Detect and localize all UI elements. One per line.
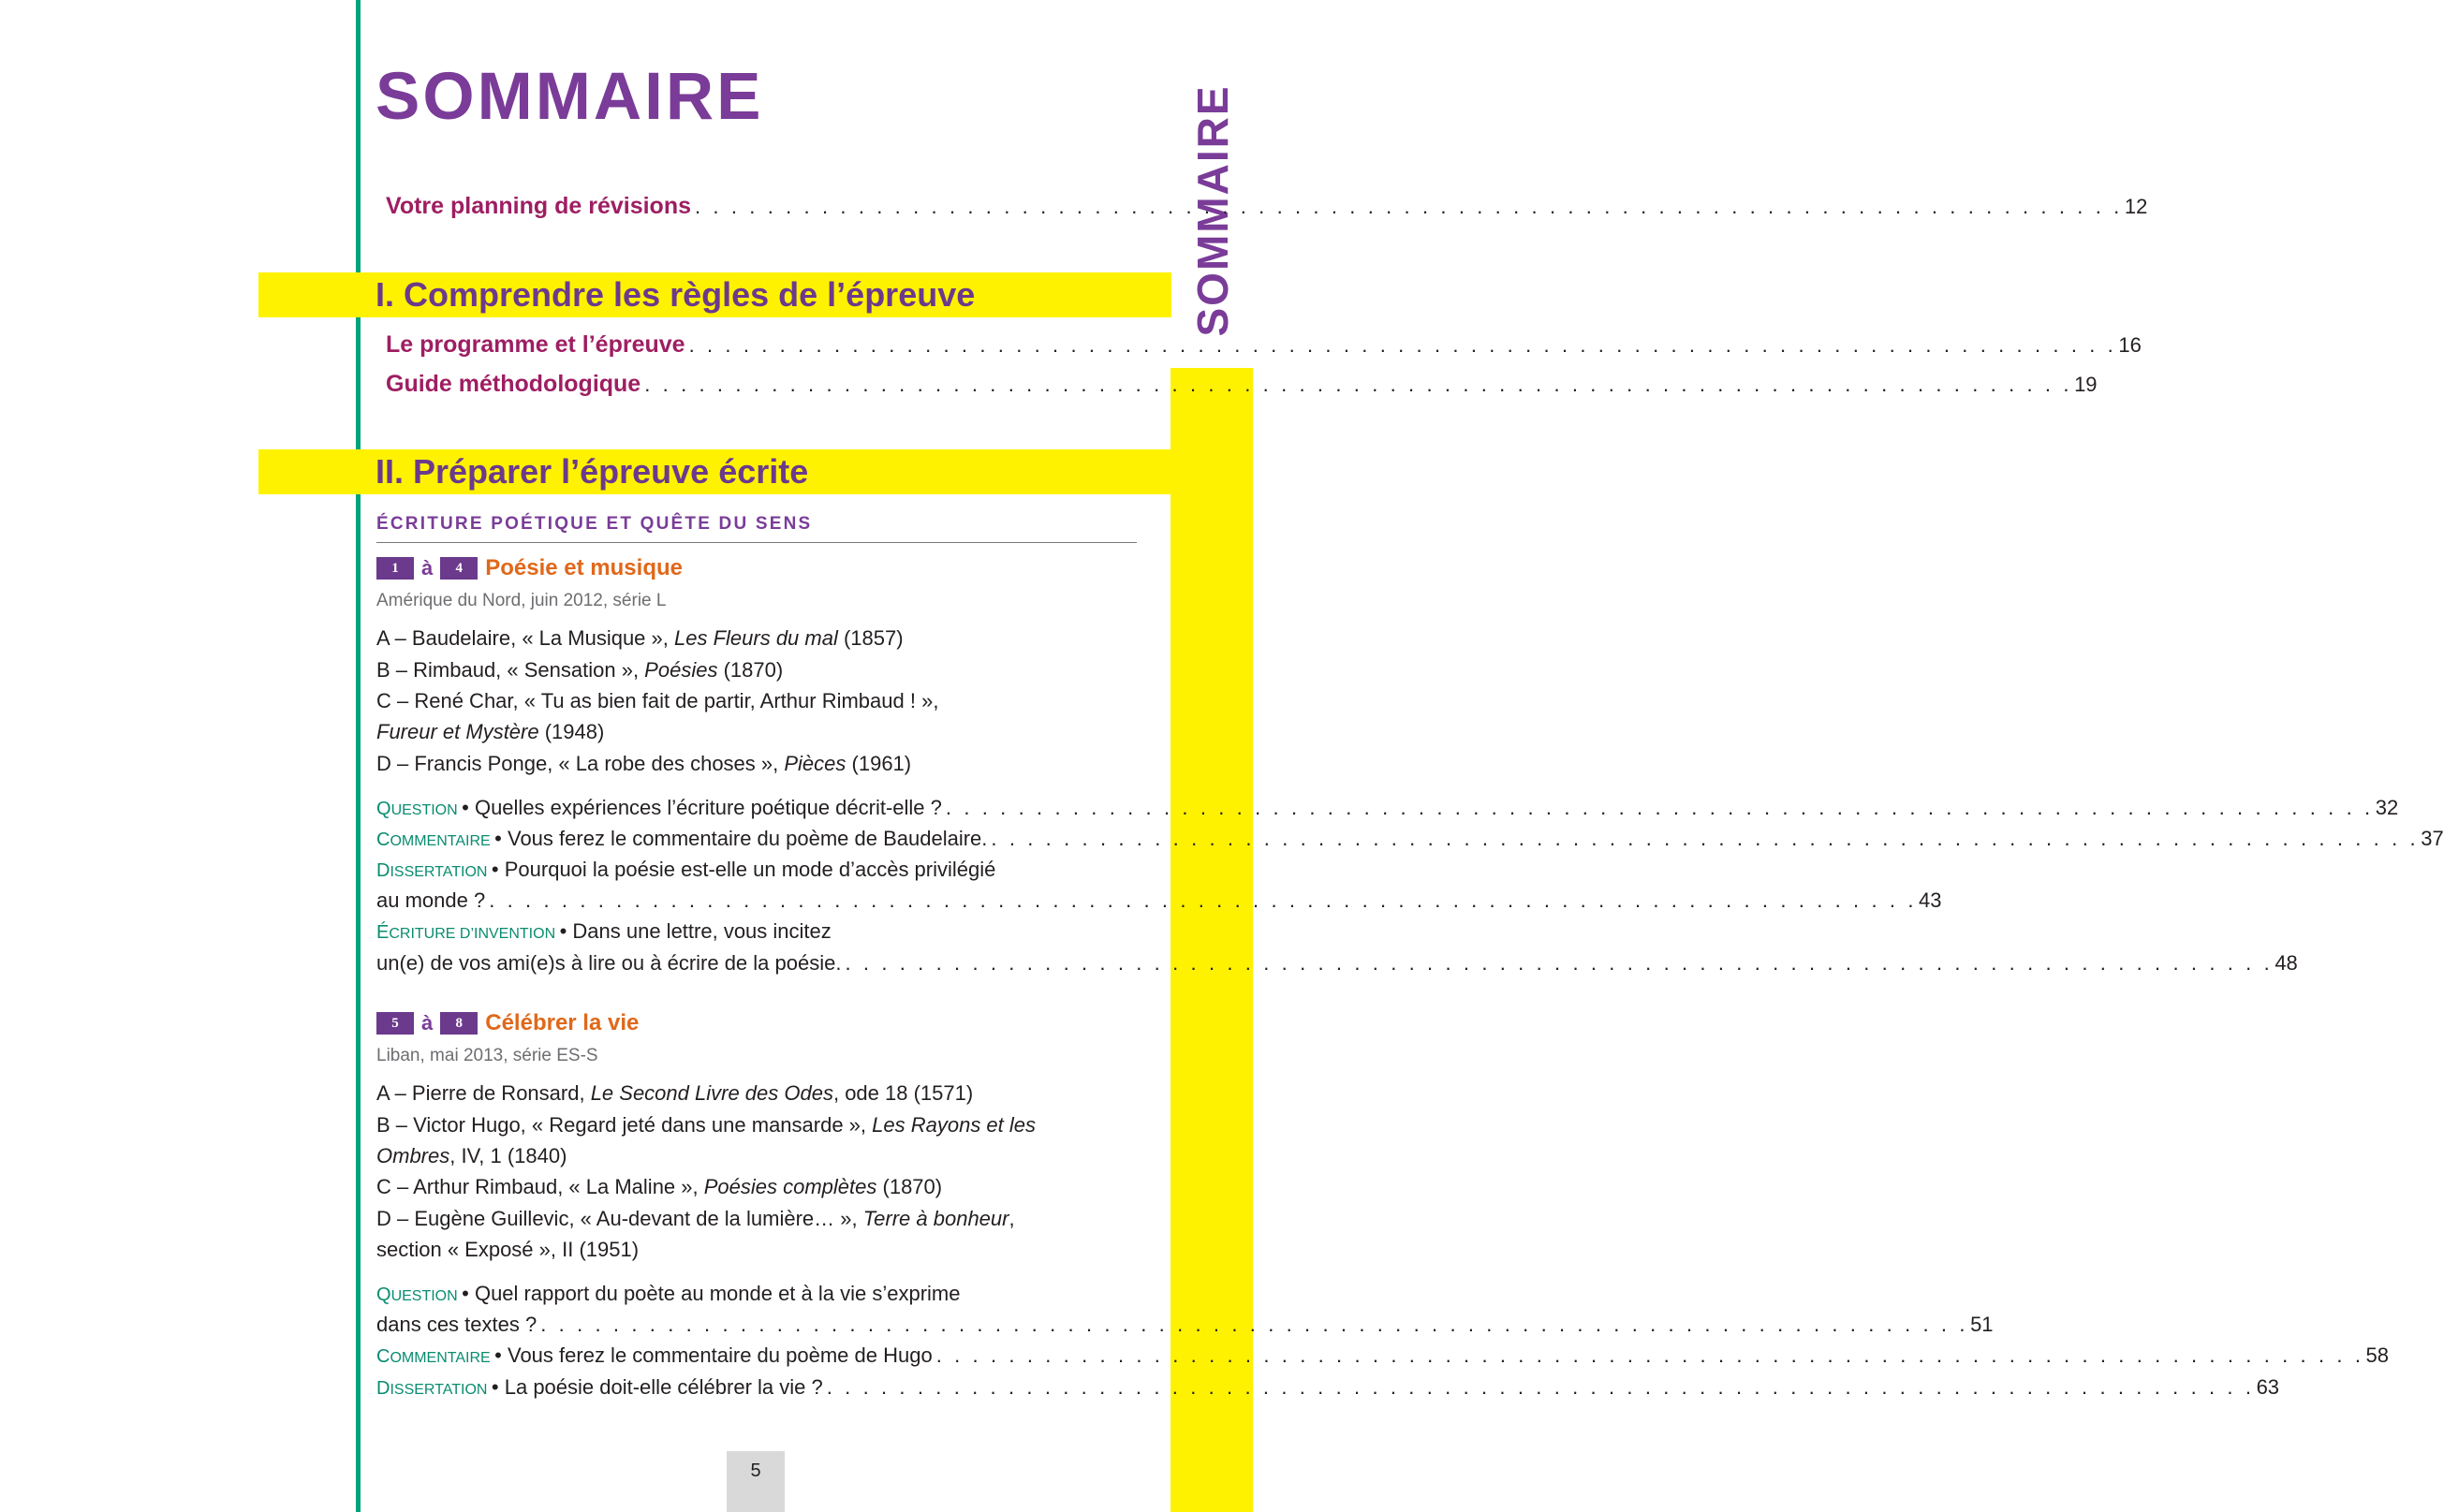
exercise-text: • Vous ferez le commentaire du poème de Baudelaire. <box>494 827 988 850</box>
exercise-type: DISSERTATION <box>376 860 488 881</box>
toc-page-number: 48 <box>2275 951 2298 975</box>
exercise-dissertation-cont[interactable] <box>376 888 1942 917</box>
subject-source: Liban, mai 2013, série ES-S <box>376 1046 598 1065</box>
exercise-type: COMMENTAIRE <box>376 829 491 850</box>
section-heading <box>376 514 1137 543</box>
exercise-type: QUESTION <box>376 799 458 819</box>
exercise-dissertation[interactable] <box>376 1375 2280 1403</box>
corpus-line: B – Victor Hugo, « Regard jeté dans une mansarde », Les Rayons et les <box>376 1113 1037 1137</box>
exercise-text: au monde ? <box>376 888 486 912</box>
exercise-text: • Pourquoi la poésie est-elle un mode d’accès privilégié <box>491 858 996 881</box>
exercise-type: QUESTION <box>376 1284 458 1305</box>
section-heading-text: ÉCRITURE POÉTIQUE ET QUÊTE DU SENS <box>376 514 813 534</box>
toc-page-number: 63 <box>2256 1375 2280 1399</box>
exercise-text: un(e) de vos ami(e)s à lire ou à écrire de la poésie. <box>376 951 842 975</box>
exercise-text: • Quelles expériences l’écriture poétique décrit-elle ? <box>462 796 942 819</box>
corpus-line: Ombres, IV, 1 (1840) <box>376 1144 567 1167</box>
exercise-invention-cont[interactable] <box>376 951 2298 979</box>
leader-dots: . . . . . . . . . . . . . . . . . . . . . . . . . . . . . . . . . . . . . . . . . . . . . . . . . . . . . . . . . . . . . . . . . . . . . . . . . . . . . . . <box>540 1313 1969 1336</box>
exercise-text: • La poésie doit-elle célébrer la vie ? <box>491 1375 823 1399</box>
toc-entry-programme[interactable] <box>376 331 2142 363</box>
corpus-line: C – Arthur Rimbaud, « La Maline », Poésies complètes (1870) <box>376 1175 943 1198</box>
exercise-text: • Quel rapport du poète au monde et à la vie s’exprime <box>462 1282 961 1305</box>
corpus-line: B – Rimbaud, « Sensation », Poésies (1870) <box>376 658 784 682</box>
exercise-question[interactable] <box>376 796 2399 824</box>
leader-dots: . . . . . . . . . . . . . . . . . . . . . . . . . . . . . . . . . . . . . . . . . . . . . . . . . . . . . . . . . . . . . . . . . . . . . . . . . . . . . . . <box>945 796 2374 819</box>
leader-dots: . . . . . . . . . . . . . . . . . . . . . . . . . . . . . . . . . . . . . . . . . . . . . . . . . . . . . . . . . . . . . . . . . . . . . . . . . . . . . . . <box>695 195 2123 218</box>
toc-entry-label: Le programme et l’épreuve <box>386 331 685 358</box>
exercise-text: dans ces textes ? <box>376 1313 537 1336</box>
exercise-commentaire[interactable] <box>376 827 2444 855</box>
exercise-text: • Dans une lettre, vous incitez <box>559 919 832 943</box>
toc-page-number: 51 <box>1970 1313 1994 1336</box>
corpus-line: Fureur et Mystère (1948) <box>376 720 605 743</box>
toc-page-number: 32 <box>2375 796 2399 819</box>
part-2-banner <box>258 449 1171 494</box>
subject-source: Amérique du Nord, juin 2012, série L <box>376 591 667 610</box>
toc-entry-label: Guide méthodologique <box>386 371 641 397</box>
leader-dots: . . . . . . . . . . . . . . . . . . . . . . . . . . . . . . . . . . . . . . . . . . . . . . . . . . . . . . . . . . . . . . . . . . . . . . . . . . . . . . . <box>935 1343 2364 1367</box>
toc-page-number: 16 <box>2118 333 2142 357</box>
subject-header[interactable] <box>376 553 683 583</box>
exercise-dissertation[interactable] <box>376 858 1128 886</box>
subject-number-badge: 8 <box>440 1012 478 1035</box>
part-1-banner <box>258 272 1171 317</box>
leader-dots: . . . . . . . . . . . . . . . . . . . . . . . . . . . . . . . . . . . . . . . . . . . . . . . . . . . . . . . . . . . . . . . . . . . . . . . . . . . . . . . <box>688 333 2117 357</box>
corpus-line: D – Francis Ponge, « La robe des choses », Pièces (1961) <box>376 752 912 775</box>
exercise-type: COMMENTAIRE <box>376 1346 491 1367</box>
side-yellow-band <box>1170 368 1253 1512</box>
corpus-line: C – René Char, « Tu as bien fait de partir, Arthur Rimbaud ! », <box>376 689 939 712</box>
subject-range-connector: à <box>421 1011 434 1035</box>
toc-page-number: 12 <box>2124 195 2148 218</box>
leader-dots: . . . . . . . . . . . . . . . . . . . . . . . . . . . . . . . . . . . . . . . . . . . . . . . . . . . . . . . . . . . . . . . . . . . . . . . . . . . . . . . <box>489 888 1918 912</box>
subject-number-badge: 4 <box>440 557 478 580</box>
exercise-question[interactable] <box>376 1282 1128 1310</box>
toc-page-number: 37 <box>2421 827 2444 850</box>
exercise-type: DISSERTATION <box>376 1378 488 1399</box>
toc-entry-guide[interactable] <box>376 371 2098 403</box>
subject-number-badge: 5 <box>376 1012 414 1035</box>
page-number-box <box>727 1451 785 1512</box>
corpus-line: A – Pierre de Ronsard, Le Second Livre des Odes, ode 18 (1571) <box>376 1081 974 1105</box>
side-tab-label: SOMMAIRE <box>1188 84 1237 337</box>
subject-range-connector: à <box>421 556 434 580</box>
part-1-title: I. Comprendre les règles de l’épreuve <box>375 275 976 314</box>
corpus-line: A – Baudelaire, « La Musique », Les Fleurs du mal (1857) <box>376 626 904 650</box>
exercise-question-cont[interactable] <box>376 1313 1994 1341</box>
exercise-commentaire[interactable] <box>376 1343 2390 1372</box>
exercise-text: • Vous ferez le commentaire du poème de Hugo <box>494 1343 933 1367</box>
corpus-line: D – Eugène Guillevic, « Au-devant de la lumière… », Terre à bonheur, <box>376 1207 1015 1230</box>
toc-entry-label: Votre planning de révisions <box>386 193 691 219</box>
leader-dots: . . . . . . . . . . . . . . . . . . . . . . . . . . . . . . . . . . . . . . . . . . . . . . . . . . . . . . . . . . . . . . . . . . . . . . . . . . . . . . . <box>826 1375 2255 1399</box>
toc-page-number: 43 <box>1919 888 1942 912</box>
corpus-line: section « Exposé », II (1951) <box>376 1238 640 1261</box>
left-margin-rule <box>356 0 361 1512</box>
exercise-invention[interactable] <box>376 919 1128 947</box>
part-2-title: II. Préparer l’épreuve écrite <box>375 452 809 491</box>
page-number: 5 <box>750 1461 761 1481</box>
toc-entry-planning[interactable] <box>376 193 2148 225</box>
exercise-type: ÉCRITURE D’INVENTION <box>376 922 556 943</box>
subject-number-badge: 1 <box>376 557 414 580</box>
leader-dots: . . . . . . . . . . . . . . . . . . . . . . . . . . . . . . . . . . . . . . . . . . . . . . . . . . . . . . . . . . . . . . . . . . . . . . . . . . . . . . . <box>991 827 2420 850</box>
leader-dots: . . . . . . . . . . . . . . . . . . . . . . . . . . . . . . . . . . . . . . . . . . . . . . . . . . . . . . . . . . . . . . . . . . . . . . . . . . . . . . . <box>845 951 2274 975</box>
subject-title: Poésie et musique <box>485 555 683 580</box>
toc-page-number: 58 <box>2365 1343 2390 1367</box>
toc-page-number: 19 <box>2074 373 2098 396</box>
page-title: SOMMAIRE <box>375 60 764 134</box>
subject-header[interactable] <box>376 1008 639 1038</box>
subject-title: Célébrer la vie <box>485 1010 640 1035</box>
leader-dots: . . . . . . . . . . . . . . . . . . . . . . . . . . . . . . . . . . . . . . . . . . . . . . . . . . . . . . . . . . . . . . . . . . . . . . . . . . . . . . . <box>644 373 2073 396</box>
